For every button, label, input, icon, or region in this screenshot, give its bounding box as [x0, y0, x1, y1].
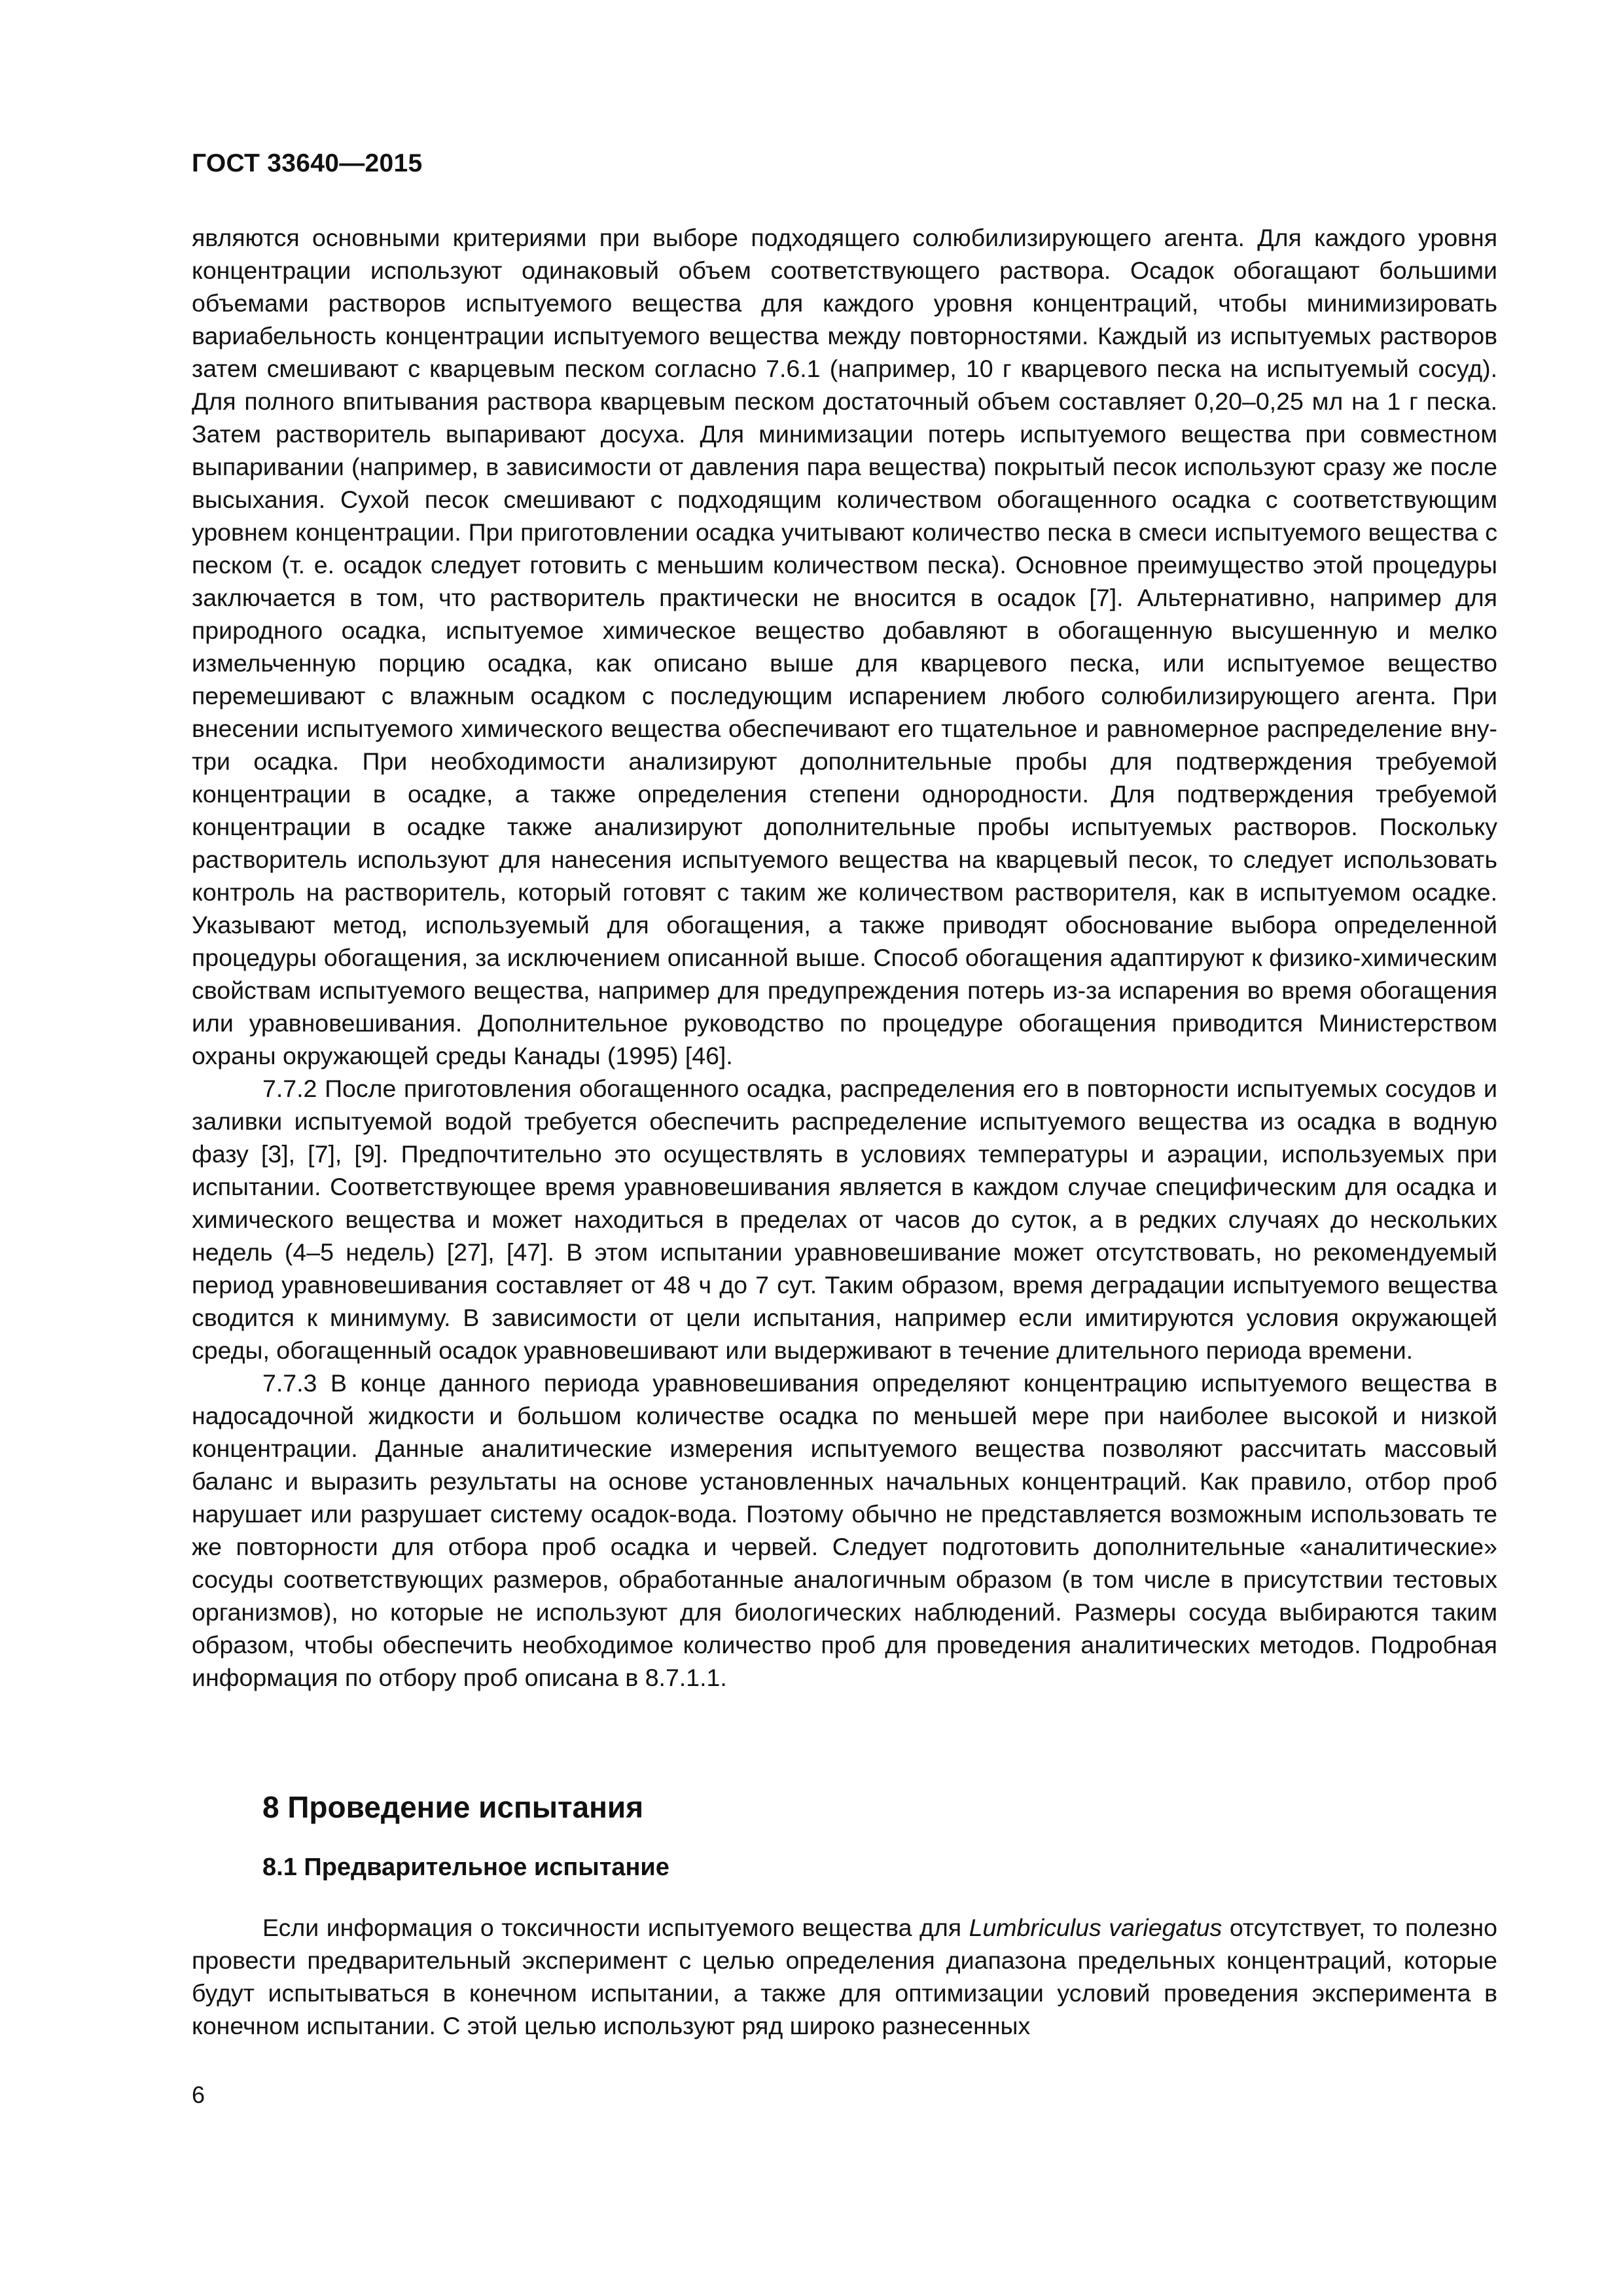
paragraph-8-1-start: Если информация о токсичности испытуемого вещества для: [262, 1914, 969, 1941]
document-header: ГОСТ 33640—2015: [192, 149, 423, 177]
subsection-heading: 8.1 Предварительное испытание: [262, 1854, 669, 1881]
page-number: 6: [192, 2081, 205, 2108]
paragraph-7-7-3: 7.7.3 В конце данного периода уравновешивания определяют концентрацию испытуемого вещества в надосадочной жидкости и большом количестве осадка по меньшей мере при наиболее высокой и низкой концентрации. Данные аналитические измерения испытуемого вещества позволяют рассчитать массовый баланс и выразить результаты на основе установленных начальных концентраций. Как правило, отбор проб нарушает или разрушает систему осадок-вода. Поэтому обычно не представляется возможным использовать те же повторности для отбора проб осадка и червей. Следует подготовить дополнительные «аналитические» сосуды соответствующих размеров, обработанные аналогичным образом (в том числе в присутствии тестовых организмов), но которые не используют для биологических наблюдений. Размеры сосуда выбираются таким образом, чтобы обеспечить необходимое количество проб для проведения аналитических методов. Подробная информация по отбору проб описана в 8.7.1.1.: [192, 1369, 1497, 1691]
species-name: Lumbriculus variegatus: [969, 1914, 1222, 1941]
paragraph-continuation: являются основными критериями при выборе подходящего солюбилизирующего агента. Для каждого уровня концентрации используют одинаковый объем соответствующего раствора. Осадок обогащают большими объемами растворов испытуемого вещества для каждого уровня концентраций, чтобы минимизировать вариабельность концентрации испытуемого вещества между повторностями. Каждый из испытуемых растворов затем смешивают с кварцевым песком согласно 7.6.1 (например, 10 г кварцевого песка на испытуемый сосуд). Для полного впитывания раствора кварцевым песком достаточный объем составляет 0,20–0,25 мл на 1 г песка. Затем растворитель выпаривают досуха. Для минимизации потерь испытуемого вещества при совместном выпаривании (например, в зависимости от давления пара вещества) покрытый песок используют сразу же после высыхания. Сухой песок смешивают с подходящим количеством обогащенного осадка с соответствующим уровнем концентрации. При приготовлении осадка учитывают количество песка в смеси испытуемого вещества с песком (т. е. осадок следует готовить с меньшим количеством песка). Основное преимущество этой процедуры заключается в том, что растворитель практически не вносится в осадок [7]. Альтернативно, например для природного осадка, испытуемое химическое вещество добавляют в обогащенную высушенную и мелко измельченную порцию осадка, как описано выше для кварцевого песка, или испытуемое вещество перемешивают с влажным осадком с последующим испарением любого солюбилизирующего агента. При внесении испытуемого химического вещества обеспечивают его тщательное и равномерное распределение внутри осадка. При необходимости анализируют дополнительные пробы для подтверждения требуемой концентрации в осадке, а также определения степени однородности. Для подтверждения требуемой концентрации в осадке также анализируют дополнительные пробы испытуемых растворов. Поскольку растворитель используют для нанесения испытуемого вещества на кварцевый песок, то следует использовать контроль на растворитель, который готовят с таким же количеством растворителя, как в испытуемом осадке. Указывают метод, используемый для обогащения, а также приводят обоснование выбора определенной процедуры обогащения, за исключением описанной выше. Способ обогащения адаптируют к физико-химическим свойствам испытуемого вещества, например для предупреждения потерь из-за испарения во время обогащения или уравновешивания. Дополнительное руководство по процедуре обогащения приводится Министерством охраны окружающей среды Канады (1995) [46].: [192, 224, 1497, 1069]
section-heading: 8 Проведение испытания: [262, 1790, 644, 1824]
paragraph-8-1: [192, 1911, 1497, 2042]
paragraph-7-7-2: 7.7.2 После приготовления обогащенного осадка, распределения его в повторности испытуемых сосудов и заливки испытуемой водой требуется обеспечить распределение испытуемого вещества из осадка в водную фазу [3], [7], [9]. Предпочтительно это осуществлять в условиях температуры и аэрации, используемых при испытании. Соответствующее время уравновешивания является в каждом случае специфическим для осадка и химического вещества и может находиться в пределах от часов до суток, а в редких случаях до нескольких недель (4–5 недель) [27], [47]. В этом испытании уравновешивание может отсутствовать, но рекомендуемый период уравновешивания составляет от 48 ч до 7 сут. Таким образом, время деградации испытуемого вещества сводится к минимуму. В зависимости от цели испытания, например если имитируются условия окружающей среды, обогащенный осадок уравновешивают или выдерживают в течение длительного периода времени.: [192, 1075, 1497, 1364]
body-text-section-8: [192, 1911, 1497, 2042]
paragraph-8-1-rest: отсутствует, то полезно провести предварительный эксперимент с целью определения диапазона предельных концентраций, которые будут испытываться в конечном испытании, а также для оптимизации условий проведения эксперимента в конечном испытании. С этой целью используют ряд широко разнесенных: [192, 1914, 1497, 2039]
body-text: [192, 221, 1497, 1694]
